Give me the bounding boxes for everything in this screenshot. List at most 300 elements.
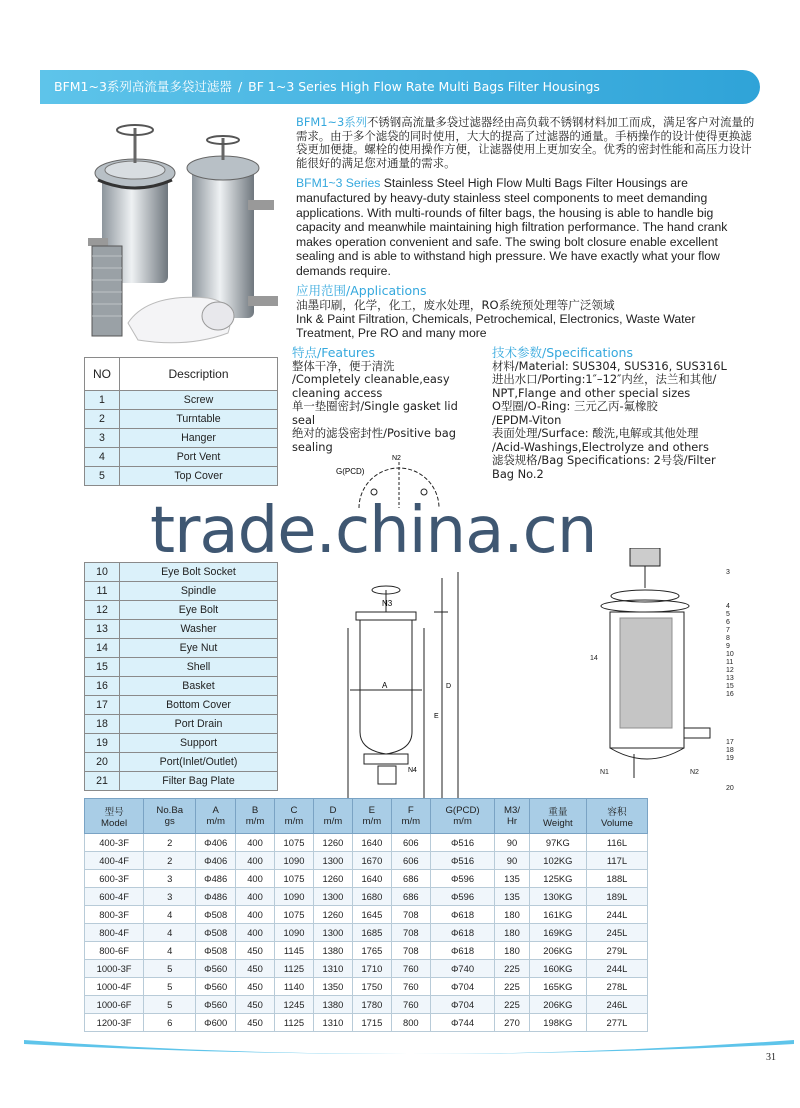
specs-cell: Φ704 <box>430 978 494 996</box>
specs-cell: 1310 <box>313 960 352 978</box>
features-line: 绝对的滤袋密封性/Positive bag <box>292 426 456 440</box>
callout-19: 19 <box>726 755 734 762</box>
applications-block <box>296 284 756 340</box>
applications-cn: 油墨印刷，化学，化工，废水处理，RO系统预处理等广泛领域 <box>296 298 615 312</box>
callout-10: 10 <box>726 651 734 658</box>
specs-cell: Φ618 <box>430 942 494 960</box>
page-number: 31 <box>766 1052 776 1063</box>
gpcd-label: G(PCD) <box>336 467 365 476</box>
part-no: 12 <box>85 601 120 620</box>
specifications-line: 表面处理/Surface: 酸洗,电解或其他处理 <box>492 426 699 440</box>
specs-table-body <box>85 834 648 1032</box>
table-row <box>85 677 278 696</box>
specs-cell: Φ704 <box>430 996 494 1014</box>
specs-cell: Φ560 <box>196 996 236 1014</box>
table-row <box>85 753 278 772</box>
specs-cell: 400 <box>236 852 275 870</box>
specs-cell: 160KG <box>529 960 586 978</box>
specs-cell: 161KG <box>529 906 586 924</box>
header-line: m/m <box>453 816 472 827</box>
specs-cell: 97KG <box>529 834 586 852</box>
specs-cell: 450 <box>236 942 275 960</box>
n2-label-top: N2 <box>392 455 401 462</box>
table-row <box>85 582 278 601</box>
specs-cell: 206KG <box>529 942 586 960</box>
header-line: 容积 <box>607 806 627 818</box>
table-row <box>85 888 648 906</box>
table-row <box>85 467 278 486</box>
specs-cell: 1640 <box>352 870 391 888</box>
specs-cell: 5 <box>144 996 196 1014</box>
specs-cell: 165KG <box>529 978 586 996</box>
part-description: Bottom Cover <box>120 696 278 715</box>
specs-cell: 277L <box>586 1014 647 1032</box>
specs-cell: 1140 <box>275 978 314 996</box>
specs-cell: 1000-6F <box>85 996 144 1014</box>
specifications-block <box>492 346 760 481</box>
specs-cell: Φ486 <box>196 888 236 906</box>
specs-cell: 2 <box>144 834 196 852</box>
intro-cn-highlight: BFM1~3系列 <box>296 115 368 129</box>
specs-cell: 800 <box>391 1014 430 1032</box>
part-description: Shell <box>120 658 278 677</box>
table-row <box>85 658 278 677</box>
specs-table <box>84 798 648 1032</box>
specs-cell: 225 <box>495 978 530 996</box>
table-row <box>85 834 648 852</box>
table-row <box>85 410 278 429</box>
callout-18: 18 <box>726 747 734 754</box>
a-label: A <box>382 681 388 690</box>
specs-cell: 1350 <box>313 978 352 996</box>
n3-label: N3 <box>382 599 393 608</box>
part-description: Hanger <box>120 429 278 448</box>
header-line: 重量 <box>548 806 568 818</box>
header-line: No.Ba <box>156 805 184 816</box>
specs-cell: 130KG <box>529 888 586 906</box>
header-gpcd <box>430 799 494 834</box>
part-description: Support <box>120 734 278 753</box>
table-row <box>85 1014 648 1032</box>
specs-cell: 686 <box>391 888 430 906</box>
specs-cell: 135 <box>495 870 530 888</box>
exploded-view-drawing <box>590 548 740 796</box>
specs-cell: 1715 <box>352 1014 391 1032</box>
callout-12: 12 <box>726 667 734 674</box>
specs-cell: 760 <box>391 996 430 1014</box>
callout-8: 8 <box>726 635 730 642</box>
intro-en-text: Stainless Steel High Flow Multi Bags Filter Housings are manufactured by heavy-duty stainless steel components to meet demanding applications. With multi-rounds of filter bags, the housing is able to handle big capacity and meanwhile maintaining high filtration performance. The hand crank makes operation convenient and safe. The swing bolt closure enable excellent sealing and is able to withstand high pressure. We have exactly what your flow demands require. <box>296 176 728 278</box>
table-row <box>85 448 278 467</box>
callout-7: 7 <box>726 627 730 634</box>
specs-cell: Φ596 <box>430 888 494 906</box>
specs-cell: 244L <box>586 906 647 924</box>
specs-cell: Φ508 <box>196 906 236 924</box>
header-line: m/m <box>284 816 304 827</box>
part-no: 10 <box>85 563 120 582</box>
part-no: 5 <box>85 467 120 486</box>
specs-cell: 5 <box>144 978 196 996</box>
d-label: D <box>446 683 452 690</box>
specifications-line: 进出水口/Porting:1″–12″内丝，法兰和其他/ <box>492 372 717 386</box>
specs-cell: 1245 <box>275 996 314 1014</box>
callout-6: 6 <box>726 619 730 626</box>
specs-cell: 1685 <box>352 924 391 942</box>
specs-cell: 90 <box>495 852 530 870</box>
specs-cell: 400 <box>236 906 275 924</box>
specs-cell: 125KG <box>529 870 586 888</box>
specs-cell: Φ618 <box>430 906 494 924</box>
specs-cell: 600-4F <box>85 888 144 906</box>
part-description: Top Cover <box>120 467 278 486</box>
specs-cell: 600-3F <box>85 870 144 888</box>
features-line: cleaning access <box>292 385 383 400</box>
part-no: 16 <box>85 677 120 696</box>
intro-en-highlight: BFM1~3 Series <box>296 176 381 191</box>
header-title-cn: BFM1~3系列高流量多袋过滤器 <box>54 79 232 94</box>
parts-header-description: Description <box>120 358 278 391</box>
header-line: Weight <box>543 817 573 829</box>
callout-20: 20 <box>726 785 734 792</box>
header-line: F <box>407 805 414 816</box>
callout-5: 5 <box>726 611 730 618</box>
specs-cell: Φ560 <box>196 978 236 996</box>
specs-cell: Φ516 <box>430 834 494 852</box>
specs-cell: 3 <box>144 870 196 888</box>
footer-swoosh <box>24 1038 794 1058</box>
specs-cell: 1765 <box>352 942 391 960</box>
features-line: sealing <box>292 439 333 454</box>
specs-cell: Φ406 <box>196 852 236 870</box>
callout-14: 14 <box>590 655 598 662</box>
table-row <box>85 870 648 888</box>
specs-cell: 800-3F <box>85 906 144 924</box>
header-bags <box>144 799 196 834</box>
part-no: 20 <box>85 753 120 772</box>
specs-cell: 1300 <box>313 888 352 906</box>
specifications-line: 材料/Material: SUS304, SUS316, SUS316L <box>492 358 727 373</box>
intro-cn-text: 不锈钢高流量多袋过滤器经由高负载不锈钢材料加工而成，满足客户对流量的需求。由于多个滤袋的同时使用，大大的提高了过滤器的通量。手柄操作的设计使得更换滤袋更加便捷。螺栓的使用操作方便，让滤器使用上更加安全。优秀的密封性能和高压力设计能很好的满足您对通量的需求。 <box>296 115 755 170</box>
specs-cell: 278L <box>586 978 647 996</box>
specs-cell: 450 <box>236 978 275 996</box>
part-description: Port Vent <box>120 448 278 467</box>
table-row <box>85 734 278 753</box>
intro-block <box>296 116 756 283</box>
specs-cell: 1090 <box>275 924 314 942</box>
n4-label: N4 <box>408 767 417 774</box>
specs-cell: 116L <box>586 834 647 852</box>
specs-cell: 708 <box>391 942 430 960</box>
specifications-line: /EPDM-Viton <box>492 412 562 427</box>
specs-cell: 800-6F <box>85 942 144 960</box>
specs-cell: 1260 <box>313 834 352 852</box>
part-description: Filter Bag Plate <box>120 772 278 791</box>
specs-cell: 180 <box>495 906 530 924</box>
header-line: Volume <box>600 817 633 829</box>
table-row <box>85 639 278 658</box>
table-row <box>85 978 648 996</box>
part-description: Port(Inlet/Outlet) <box>120 753 278 772</box>
specs-cell: 400 <box>236 870 275 888</box>
specs-cell: 189L <box>586 888 647 906</box>
page-header <box>40 70 760 104</box>
callout-15: 15 <box>726 683 734 690</box>
specs-cell: Φ508 <box>196 942 236 960</box>
table-row <box>85 715 278 734</box>
specs-cell: 1260 <box>313 870 352 888</box>
part-no: 18 <box>85 715 120 734</box>
specs-cell: 1075 <box>275 834 314 852</box>
specs-cell: 244L <box>586 960 647 978</box>
specs-cell: 270 <box>495 1014 530 1032</box>
parts-header-no: NO <box>85 358 120 391</box>
header-flow <box>495 799 530 834</box>
header-line: A <box>212 805 219 816</box>
header-line: m/m <box>245 816 265 827</box>
intro-en <box>296 176 756 278</box>
specs-cell: 1380 <box>313 942 352 960</box>
specs-cell: Φ508 <box>196 924 236 942</box>
specs-cell: Φ744 <box>430 1014 494 1032</box>
features-line: seal <box>292 412 316 427</box>
n2-label: N2 <box>690 769 699 776</box>
part-description: Eye Nut <box>120 639 278 658</box>
part-no: 3 <box>85 429 120 448</box>
applications-en: Ink & Paint Filtration, Chemicals, Petrochemical, Electronics, Waste Water Treatment, Pre RO and many more <box>296 312 696 340</box>
header-line: D <box>329 805 337 816</box>
specs-cell: 1750 <box>352 978 391 996</box>
part-description: Port Drain <box>120 715 278 734</box>
header-line: m/m <box>206 816 225 827</box>
specs-cell: 760 <box>391 960 430 978</box>
specs-cell: 169KG <box>529 924 586 942</box>
table-row <box>85 696 278 715</box>
part-description: Screw <box>120 391 278 410</box>
specs-cell: 117L <box>586 852 647 870</box>
e-label: E <box>434 713 439 720</box>
header-line: gs <box>164 816 175 827</box>
table-row <box>85 942 648 960</box>
specs-cell: 5 <box>144 960 196 978</box>
specs-cell: 246L <box>586 996 647 1014</box>
part-description: Washer <box>120 620 278 639</box>
specs-cell: 1670 <box>352 852 391 870</box>
specs-cell: 206KG <box>529 996 586 1014</box>
specs-cell: 225 <box>495 996 530 1014</box>
intro-cn <box>296 116 756 170</box>
part-description: Turntable <box>120 410 278 429</box>
table-row <box>85 852 648 870</box>
obscured-cell <box>85 486 120 563</box>
part-no: 19 <box>85 734 120 753</box>
features-heading: 特点/Features <box>292 345 375 360</box>
specs-cell: 1090 <box>275 888 314 906</box>
specs-cell: 1260 <box>313 906 352 924</box>
table-row <box>85 906 648 924</box>
specs-cell: 135 <box>495 888 530 906</box>
specs-cell: 279L <box>586 942 647 960</box>
callout-3: 3 <box>726 569 730 576</box>
header-b <box>236 799 275 834</box>
header-e <box>352 799 391 834</box>
specs-cell: 1200-3F <box>85 1014 144 1032</box>
header-line: 型号 <box>104 806 124 818</box>
part-no: 13 <box>85 620 120 639</box>
specs-cell: 400-4F <box>85 852 144 870</box>
header-separator: / <box>237 79 243 94</box>
specs-cell: 188L <box>586 870 647 888</box>
header-line: E <box>368 805 376 816</box>
part-description: Spindle <box>120 582 278 601</box>
header-line: m/m <box>401 816 421 827</box>
parts-table-header <box>85 358 278 391</box>
specs-cell: Φ560 <box>196 960 236 978</box>
specs-cell: 198KG <box>529 1014 586 1032</box>
side-view-drawing <box>338 572 468 804</box>
specs-cell: 180 <box>495 942 530 960</box>
header-line: Hr <box>506 816 518 827</box>
part-no: 14 <box>85 639 120 658</box>
specs-cell: 708 <box>391 924 430 942</box>
table-row <box>85 924 648 942</box>
callout-9: 9 <box>726 643 730 650</box>
header-line: C <box>290 805 298 816</box>
specs-cell: 1680 <box>352 888 391 906</box>
specs-cell: 102KG <box>529 852 586 870</box>
specs-cell: Φ406 <box>196 834 236 852</box>
specifications-line: Bag No.2 <box>492 466 544 481</box>
table-row <box>85 620 278 639</box>
header-line: B <box>251 805 259 816</box>
header-line: G(PCD) <box>445 805 480 816</box>
specs-cell: 400-3F <box>85 834 144 852</box>
specs-cell: 1075 <box>275 870 314 888</box>
callout-17: 17 <box>726 739 734 746</box>
applications-heading: 应用范围/Applications <box>296 283 427 298</box>
specs-cell: 225 <box>495 960 530 978</box>
specs-cell: 1075 <box>275 906 314 924</box>
features-line: /Completely cleanable,easy <box>292 372 450 386</box>
specs-cell: 708 <box>391 906 430 924</box>
specs-cell: 400 <box>236 888 275 906</box>
part-no: 17 <box>85 696 120 715</box>
table-row <box>85 960 648 978</box>
specs-cell: Φ618 <box>430 924 494 942</box>
part-description: Eye Bolt <box>120 601 278 620</box>
specs-cell: 450 <box>236 996 275 1014</box>
part-description: Eye Bolt Socket <box>120 563 278 582</box>
specs-cell: 1000-4F <box>85 978 144 996</box>
table-row <box>85 996 648 1014</box>
specs-cell: 180 <box>495 924 530 942</box>
features-line: 整体干净，便于清洗 <box>292 358 395 373</box>
specs-cell: 1300 <box>313 852 352 870</box>
header-title-en: BF 1~3 Series High Flow Rate Multi Bags Filter Housings <box>248 79 600 94</box>
header-line: Model <box>101 817 128 829</box>
header-line: m/m <box>323 816 343 827</box>
specs-cell: 1310 <box>313 1014 352 1032</box>
features-line: 单一垫圈密封/Single gasket lid <box>292 399 458 413</box>
specs-cell: 1710 <box>352 960 391 978</box>
part-no: 21 <box>85 772 120 791</box>
callout-13: 13 <box>726 675 734 682</box>
specs-cell: 3 <box>144 888 196 906</box>
specs-cell: 4 <box>144 906 196 924</box>
specs-cell: Φ600 <box>196 1014 236 1032</box>
header-volume <box>586 799 647 834</box>
specs-cell: 1300 <box>313 924 352 942</box>
part-description: Basket <box>120 677 278 696</box>
header-weight <box>529 799 586 834</box>
specs-cell: 400 <box>236 924 275 942</box>
table-row <box>85 772 278 791</box>
specifications-line: 滤袋规格/Bag Specifications: 2号袋/Filter <box>492 453 716 467</box>
header-c <box>275 799 314 834</box>
header-model <box>85 799 144 834</box>
specs-cell: 90 <box>495 834 530 852</box>
specs-cell: 1000-3F <box>85 960 144 978</box>
specs-cell: 686 <box>391 870 430 888</box>
part-no: 15 <box>85 658 120 677</box>
specifications-line: O型圈/O-Ring: 三元乙丙-氟橡胶 <box>492 399 658 413</box>
specs-cell: 606 <box>391 852 430 870</box>
header-f <box>391 799 430 834</box>
part-no: 4 <box>85 448 120 467</box>
features-block <box>292 346 482 454</box>
header-line: m/m <box>362 816 382 827</box>
specs-cell: 1380 <box>313 996 352 1014</box>
part-no: 2 <box>85 410 120 429</box>
specs-cell: 1125 <box>275 1014 314 1032</box>
specs-cell: 1645 <box>352 906 391 924</box>
parts-table <box>84 357 278 791</box>
callout-16: 16 <box>726 691 734 698</box>
table-row <box>85 601 278 620</box>
specs-cell: 450 <box>236 960 275 978</box>
specifications-heading: 技术参数/Specifications <box>492 345 633 360</box>
part-no: 1 <box>85 391 120 410</box>
header-d <box>313 799 352 834</box>
specs-cell: 2 <box>144 852 196 870</box>
specs-cell: 450 <box>236 1014 275 1032</box>
specs-cell: 606 <box>391 834 430 852</box>
header-line: M3/ <box>504 805 520 816</box>
specs-cell: 400 <box>236 834 275 852</box>
specs-cell: 800-4F <box>85 924 144 942</box>
header-a <box>196 799 236 834</box>
specs-cell: 1640 <box>352 834 391 852</box>
specs-cell: 245L <box>586 924 647 942</box>
product-photo <box>88 118 286 348</box>
specifications-line: NPT,Flange and other special sizes <box>492 385 691 400</box>
table-row <box>85 429 278 448</box>
specs-cell: 760 <box>391 978 430 996</box>
specs-cell: Φ486 <box>196 870 236 888</box>
specs-cell: 4 <box>144 942 196 960</box>
specs-cell: Φ740 <box>430 960 494 978</box>
specs-cell: Φ596 <box>430 870 494 888</box>
specifications-line: /Acid-Washings,Electrolyze and others <box>492 439 709 454</box>
specs-cell: 1780 <box>352 996 391 1014</box>
specs-cell: 1090 <box>275 852 314 870</box>
watermark: trade.china.cn <box>150 494 597 568</box>
callout-4: 4 <box>726 603 730 610</box>
table-row <box>85 391 278 410</box>
specs-cell: 6 <box>144 1014 196 1032</box>
part-no: 11 <box>85 582 120 601</box>
specs-table-header <box>85 799 648 834</box>
callout-11: 11 <box>726 659 734 666</box>
